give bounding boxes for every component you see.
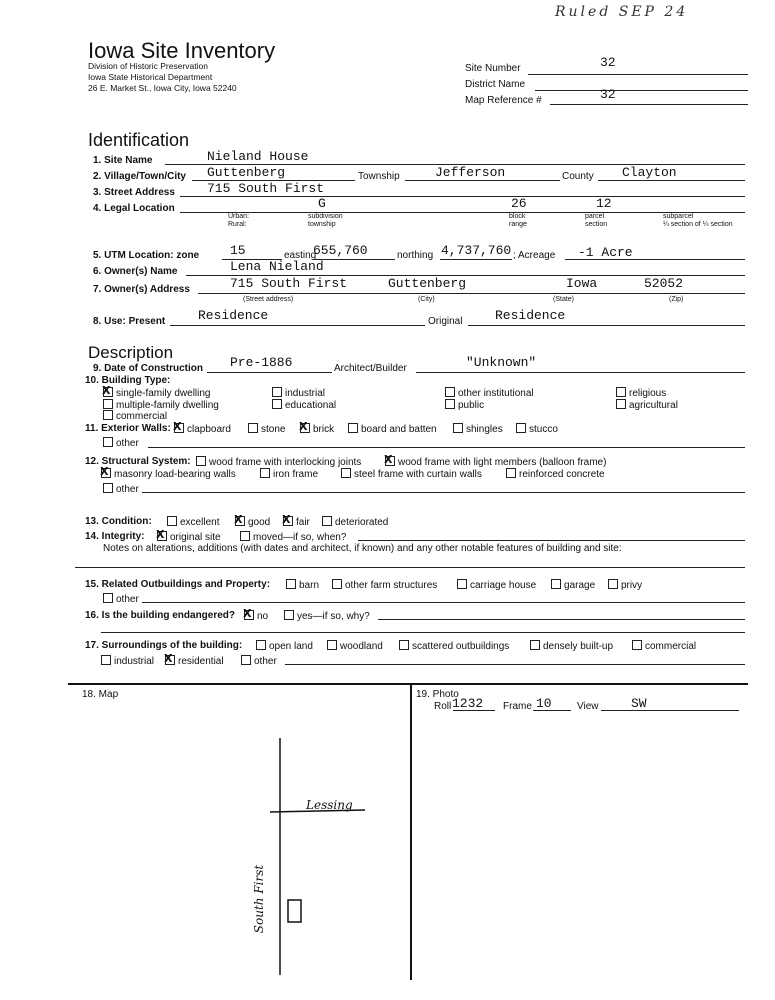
endangered-yes-checkbox[interactable] [284,610,294,620]
sur-industrial-checkbox[interactable] [101,655,111,665]
district-name-label: District Name [465,79,526,90]
struct-masonry-checkbox[interactable] [101,468,111,478]
use-present-label: 8. Use: Present [93,316,166,327]
struct-masonry[interactable]: Xmasonry load-bearing walls [101,468,236,480]
integ-moved[interactable]: moved—if so, when? [240,531,346,543]
bt-educational-checkbox[interactable] [272,399,282,409]
out-privy-checkbox[interactable] [608,579,618,589]
sur-commercial[interactable]: commercial [632,640,696,652]
wall-stone[interactable]: stone [248,423,285,435]
subparcel-label: subparcel [663,213,694,220]
wall-shingles[interactable]: shingles [453,423,503,435]
state-sub-label: (State) [553,296,575,303]
bt-agricultural-checkbox[interactable] [616,399,626,409]
street-sub-label: (Street address) [243,296,294,303]
struct-balloon[interactable]: X wood frame with light members (balloon frame) [385,456,606,468]
sur-residential-checkbox[interactable] [165,655,175,665]
bt-industrial[interactable]: industrial [272,387,325,399]
owner-name-value[interactable]: Lena Nieland [230,259,324,274]
photo-label: 19. Photo [416,689,459,700]
struct-balloon-checkbox[interactable] [385,456,395,466]
bt-commercial[interactable]: commercial [103,410,167,422]
wall-board-batten[interactable]: board and batten [348,423,437,435]
condition-label: 13. Condition: [85,516,152,527]
bt-agricultural[interactable]: agricultural [616,399,678,411]
owner-city-value[interactable]: Guttenberg [388,276,467,291]
struct-iron[interactable]: iron frame [260,468,318,480]
date-construction-label: 9. Date of Construction [93,363,204,374]
use-original-label: Original [428,316,463,327]
zip-sub-label: (Zip) [669,296,684,303]
roll-value[interactable]: 1232 [452,696,484,711]
struct-steel-checkbox[interactable] [341,468,351,478]
out-barn[interactable]: barn [286,579,319,591]
use-present-value[interactable]: Residence [198,308,269,323]
cond-excellent-checkbox[interactable] [167,516,177,526]
township-sub-label: township [308,221,336,228]
section-label: section [585,221,608,228]
rural-label: Rural: [228,221,247,228]
sur-commercial-checkbox[interactable] [632,640,642,650]
division-line: Division of Historic Preservation [88,61,208,71]
bt-multiple-family-checkbox[interactable] [103,399,113,409]
cond-good[interactable]: X good [235,516,270,528]
owner-address-label: 7. Owner(s) Address [93,284,190,295]
legal-parcel-value[interactable]: 12 [596,196,612,211]
bt-public[interactable]: public [445,399,484,411]
out-garage-checkbox[interactable] [551,579,561,589]
cond-good-checkbox[interactable] [235,516,245,526]
sketch-map [200,730,400,980]
integ-original-checkbox[interactable] [157,531,167,541]
sur-scattered[interactable]: scattered outbuildings [399,640,509,652]
northing-value[interactable]: 4,737,760 [441,243,512,258]
bt-other-institutional-checkbox[interactable] [445,387,455,397]
village-label: 2. Village/Town/City [93,171,186,182]
out-carriage-house[interactable]: carriage house [457,579,536,591]
easting-value[interactable]: 655,760 [313,243,368,258]
exterior-walls-label: 11. Exterior Walls: [85,423,171,434]
bt-educational[interactable]: educational [272,399,336,411]
range-label: range [509,221,527,228]
bt-commercial-checkbox[interactable] [103,410,113,420]
cond-excellent[interactable]: excellent [167,516,219,528]
sur-residential[interactable]: X residential [165,655,224,667]
department-line: Iowa State Historical Department [88,72,213,82]
form-title: Iowa Site Inventory [88,38,276,63]
sur-scattered-checkbox[interactable] [399,640,409,650]
description-heading: Description [88,343,174,362]
out-carriage-house-checkbox[interactable] [457,579,467,589]
out-privy[interactable]: privy [608,579,642,591]
cond-fair[interactable]: X fair [283,516,310,528]
received-stamp: Ruled SEP 24 [555,4,689,20]
sur-densely[interactable]: densely built-up [530,640,613,652]
northing-label: northing [397,250,434,261]
wall-stucco[interactable]: stucco [516,423,558,435]
wall-clapboard-checkbox[interactable] [174,423,184,433]
street-value[interactable]: 715 South First [207,181,325,196]
wall-other[interactable]: other [103,437,139,449]
outbuildings-label: 15. Related Outbuildings and Property: [85,579,271,590]
parcel-label: parcel [585,213,605,220]
frame-value[interactable]: 10 [536,696,552,711]
sur-open-land-checkbox[interactable] [256,640,266,650]
building-type-label: 10. Building Type: [85,375,171,386]
architect-value[interactable]: "Unknown" [466,355,537,370]
sur-other[interactable]: other [241,655,277,667]
endangered-no[interactable]: X no [244,610,268,622]
quarter-section-label: ¼ section of ¼ section [663,221,733,228]
out-garage[interactable]: garage [551,579,595,591]
use-original-value[interactable]: Residence [495,308,566,323]
wall-other-checkbox[interactable] [103,437,113,447]
map-label: 18. Map [82,689,119,700]
frame-label: Frame [503,701,532,712]
site-number-value[interactable]: 32 [600,55,616,70]
endangered-no-checkbox[interactable] [244,610,254,620]
sur-densely-checkbox[interactable] [530,640,540,650]
integ-moved-checkbox[interactable] [240,531,250,541]
city-sub-label: (City) [418,296,435,303]
surroundings-label: 17. Surroundings of the building: [85,640,243,651]
owner-zip-value[interactable]: 52052 [644,276,684,291]
site-name-value[interactable]: Nieland House [207,149,309,164]
subdivision-label: subdivision [308,213,343,220]
wall-clapboard[interactable]: X clapboard [174,423,231,435]
bt-single-family-checkbox[interactable] [103,387,113,397]
wall-board-batten-checkbox[interactable] [348,423,358,433]
bt-religious[interactable]: religious [616,387,666,399]
site-number-label: Site Number [465,63,521,74]
view-label: View [577,701,599,712]
sur-other-checkbox[interactable] [241,655,251,665]
out-other-checkbox[interactable] [103,593,113,603]
struct-other-checkbox[interactable] [103,483,113,493]
easting-label: easting [284,250,317,261]
out-farm-structures-checkbox[interactable] [332,579,342,589]
wall-brick-checkbox[interactable] [300,423,310,433]
out-farm-structures[interactable]: other farm structures [332,579,437,591]
map-reference-label: Map Reference # [465,95,542,106]
endangered-label: 16. Is the building endangered? [85,610,236,621]
out-other[interactable]: other [103,593,139,605]
out-barn-checkbox[interactable] [286,579,296,589]
cond-fair-checkbox[interactable] [283,516,293,526]
bt-single-family[interactable]: Xsingle-family dwelling [103,387,210,399]
utm-zone-value[interactable]: 15 [230,243,246,258]
identification-heading: Identification [88,130,190,150]
date-construction-value[interactable]: Pre-1886 [230,355,293,370]
struct-iron-checkbox[interactable] [260,468,270,478]
map-reference-value[interactable]: 32 [600,87,616,102]
street-label: 3. Street Address [93,187,175,198]
address-line: 26 E. Market St., Iowa City, Iowa 52240 [88,83,237,93]
sur-industrial[interactable]: industrial [101,655,154,667]
village-value[interactable]: Guttenberg [207,165,286,180]
wall-shingles-checkbox[interactable] [453,423,463,433]
sur-woodland[interactable]: woodland [327,640,383,652]
endangered-yes[interactable]: yes—if so, why? [284,610,370,622]
bt-religious-checkbox[interactable] [616,387,626,397]
legal-subdivision-value[interactable]: G [318,196,326,211]
struct-steel[interactable]: steel frame with curtain walls [341,468,482,480]
legal-location-label: 4. Legal Location [93,203,175,214]
bt-other-institutional[interactable]: other institutional [445,387,534,399]
township-value[interactable]: Jefferson [435,165,506,180]
map-street-horizontal: Lessing [306,798,353,812]
block-label: block [509,213,526,220]
roll-label: Roll [434,701,452,712]
county-value[interactable]: Clayton [622,165,677,180]
owner-street-value[interactable]: 715 South First [230,276,348,291]
integrity-label: 14. Integrity: [85,531,145,542]
wall-brick[interactable]: X brick [300,423,334,435]
sur-woodland-checkbox[interactable] [327,640,337,650]
wall-stucco-checkbox[interactable] [516,423,526,433]
site-name-label: 1. Site Name [93,155,153,166]
urban-label: Urban: [228,213,250,220]
struct-interlocking-checkbox[interactable] [196,456,206,466]
struct-interlocking[interactable]: wood frame with interlocking joints [196,456,361,468]
bt-industrial-checkbox[interactable] [272,387,282,397]
owner-name-label: 6. Owner(s) Name [93,266,178,277]
county-label: County [562,171,594,182]
notes-label: Notes on alterations, additions (with dates and architect, if known) and any other notable features of building and site: [103,543,622,554]
acreage-value[interactable]: -1 Acre [578,245,633,260]
cond-deteriorated-checkbox[interactable] [322,516,332,526]
utm-label: 5. UTM Location: zone [93,250,200,261]
map-street-vertical: South First [252,864,267,934]
cond-deteriorated[interactable]: deteriorated [322,516,388,528]
integ-original[interactable]: X original site [157,531,221,543]
structural-label: 12. Structural System: [85,456,191,467]
struct-other[interactable]: other [103,483,139,495]
township-label: Township [358,171,400,182]
view-value[interactable]: SW [631,696,647,711]
legal-block-value[interactable]: 26 [511,196,527,211]
sur-open-land[interactable]: open land [256,640,313,652]
architect-label: Architect/Builder [334,363,407,374]
acreage-label: ; Acreage [513,250,556,261]
wall-stone-checkbox[interactable] [248,423,258,433]
struct-concrete[interactable]: reinforced concrete [506,468,605,480]
owner-state-value[interactable]: Iowa [566,276,598,291]
struct-concrete-checkbox[interactable] [506,468,516,478]
bt-multiple-family[interactable]: multiple-family dwelling [103,399,219,411]
bt-public-checkbox[interactable] [445,399,455,409]
